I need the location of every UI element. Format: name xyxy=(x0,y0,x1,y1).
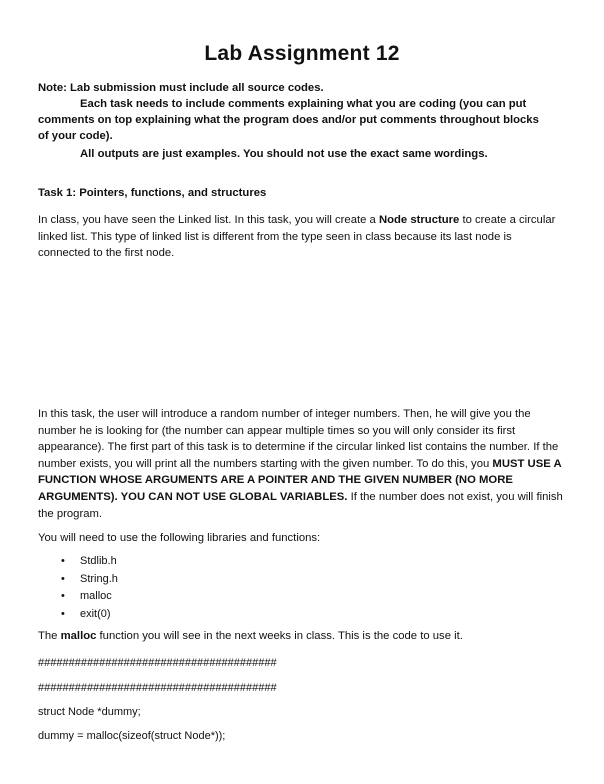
code-line-3: struct Node *dummy; xyxy=(38,706,141,718)
malloc-note-c: function you will see in the next weeks in class. This is the code to use it. xyxy=(96,630,463,642)
note-line-1: Note: Lab submission must include all source codes. xyxy=(38,82,324,94)
bullet-icon: • xyxy=(61,572,65,585)
lib-name: String.h xyxy=(80,572,118,585)
libs-list xyxy=(38,553,118,623)
bullet-icon: • xyxy=(61,555,65,567)
list-item xyxy=(38,606,118,624)
malloc-note xyxy=(38,628,566,645)
bullet-icon: • xyxy=(61,590,65,602)
lib-name: malloc xyxy=(80,590,112,602)
code-line-4: dummy = malloc(sizeof(struct Node*)); xyxy=(38,730,226,742)
task1-body-requirement: MUST USE A FUNCTION WHOSE ARGUMENTS ARE A POINTER AND THE GIVEN NUMBER (NO MORE ARGUMENTS). YOU CAN NOT USE GLOBAL VARIABLES. xyxy=(38,457,562,503)
lib-name: exit(0) xyxy=(80,607,111,620)
lib-name: Stdlib.h xyxy=(80,555,117,567)
list-item xyxy=(38,553,118,571)
task1-intro-paragraph xyxy=(38,212,566,262)
list-item xyxy=(38,571,118,589)
task1-intro-node-structure: Node structure xyxy=(378,214,460,226)
code-line-1: ####################################### xyxy=(38,657,277,669)
task1-heading: Task 1: Pointers, functions, and structures xyxy=(38,187,267,199)
bullet-icon: • xyxy=(61,607,65,620)
note-comments-line-1: Each task needs to include comments explaining what you are coding (you can put xyxy=(80,98,527,110)
page-title: Lab Assignment 12 xyxy=(204,42,400,65)
task1-body-text-c: If the number does not exist, you will finish the program. xyxy=(38,490,563,520)
malloc-note-a: The xyxy=(38,630,61,642)
note-comments-block xyxy=(38,96,564,144)
note-comments-line-2: comments on top explaining what the program does and/or put comments throughout blocks xyxy=(38,114,539,126)
code-line-2: ####################################### xyxy=(38,682,277,694)
task1-intro-text-a: In class, you have seen the Linked list. In this task, you will create a xyxy=(38,214,379,226)
task1-intro-text-c: to create a circular linked list. This type of linked list is different from the type seen in class because its last node is connected to the first node. xyxy=(38,214,556,260)
task1-body-paragraph xyxy=(38,406,566,522)
note-outputs-line: All outputs are just examples. You should not use the exact same wordings. xyxy=(80,148,488,160)
list-item xyxy=(38,588,118,606)
libs-intro: You will need to use the following libraries and functions: xyxy=(38,532,321,544)
note-comments-line-3: of your code). xyxy=(38,130,113,142)
task1-body-text-a: In this task, the user will introduce a random number of integer numbers. Then, he will give you the number he is looking for (the number can appear multiple times so you will only consider its first appearance). The first part of this task is to determine if the circular linked list contains the number. If the number exists, you will print all the numbers starting with the given number. To do this, you xyxy=(38,408,559,470)
malloc-keyword: malloc xyxy=(60,630,97,642)
